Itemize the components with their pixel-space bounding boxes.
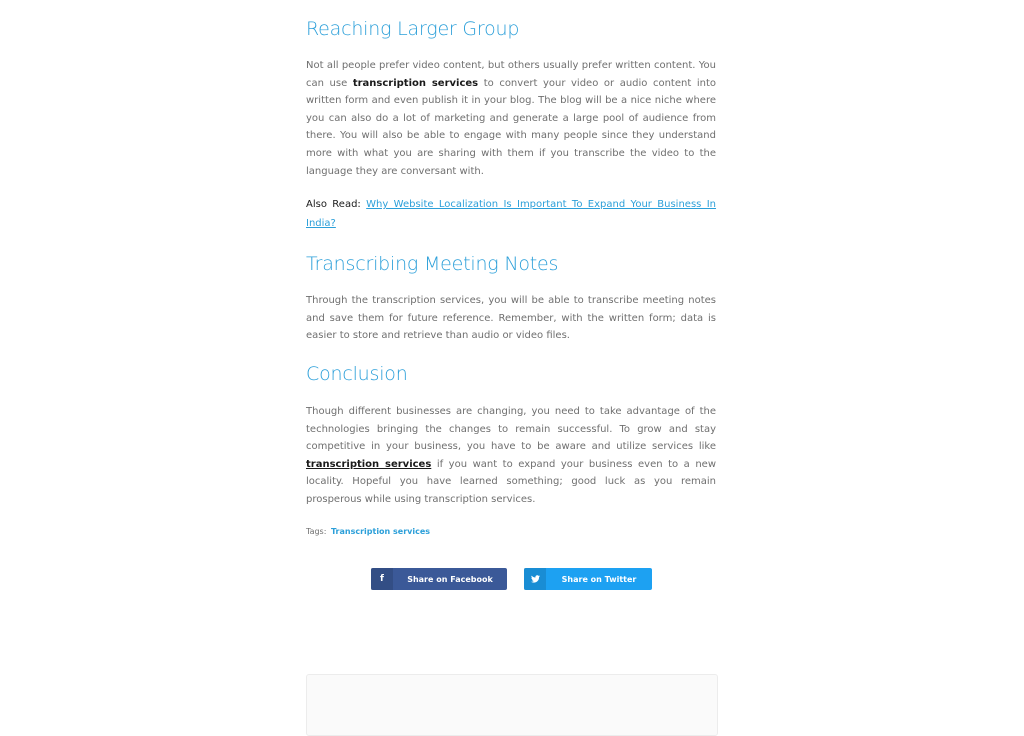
tag-link[interactable]: Transcription services: [330, 526, 431, 536]
article-body: [306, 14, 716, 538]
section-heading-reaching: Reaching Larger Group: [306, 18, 520, 40]
paragraph-text: to convert your video or audio content into written form and even publish it in your blog. The blog will be a nice niche where you can also do a lot of marketing and generate a large pool of audience from there. You will also be able to engage with many people since they understand more with what you are sharing with them if you transcribe the video to the language they are conversant with.: [306, 77, 716, 177]
also-read: [306, 195, 716, 233]
share-twitter-label: Share on Twitter: [561, 574, 637, 584]
comment-box[interactable]: [306, 674, 718, 736]
section-heading-conclusion: Conclusion: [306, 362, 408, 385]
paragraph-text: Not all people prefer video content, but others usually prefer written content. You can use: [306, 60, 716, 89]
tags-row: [306, 526, 716, 538]
tags-label: Tags:: [306, 526, 327, 536]
also-read-label: Also Read:: [306, 199, 361, 211]
also-read-link[interactable]: Why Website Localization Is Important To Expand Your Business In India?: [306, 199, 717, 230]
share-twitter-button[interactable]: [524, 568, 652, 590]
paragraph-text: Though different businesses are changing, you need to take advantage of the technologies bringing the changes to remain successful. To grow and stay competitive in your business, you have to be aware and utilize services like: [306, 405, 716, 453]
section-heading-meeting: Transcribing Meeting Notes: [306, 253, 559, 276]
share-facebook-label: Share on Facebook: [407, 574, 493, 584]
share-buttons: [371, 568, 652, 590]
paragraph-text: if you want to expand your business even to a new locality. Hopeful you have learned something; good luck as you remain prosperous while using transcription services.: [306, 458, 717, 505]
section-paragraph-conclusion: [306, 403, 716, 509]
share-facebook-button[interactable]: [371, 568, 507, 590]
transcription-services-link[interactable]: transcription services: [352, 77, 479, 89]
facebook-icon: f: [371, 568, 393, 590]
section-paragraph-reaching: [306, 57, 716, 180]
transcription-services-link[interactable]: transcription services: [306, 458, 432, 470]
section-paragraph-meeting: Through the transcription services, you will be able to transcribe meeting notes and save them for future reference. Remember, with the written form; data is easier to store and retrieve than audio or video files.: [306, 295, 716, 342]
twitter-bird-glyph: [531, 575, 540, 583]
twitter-icon: [524, 568, 546, 590]
